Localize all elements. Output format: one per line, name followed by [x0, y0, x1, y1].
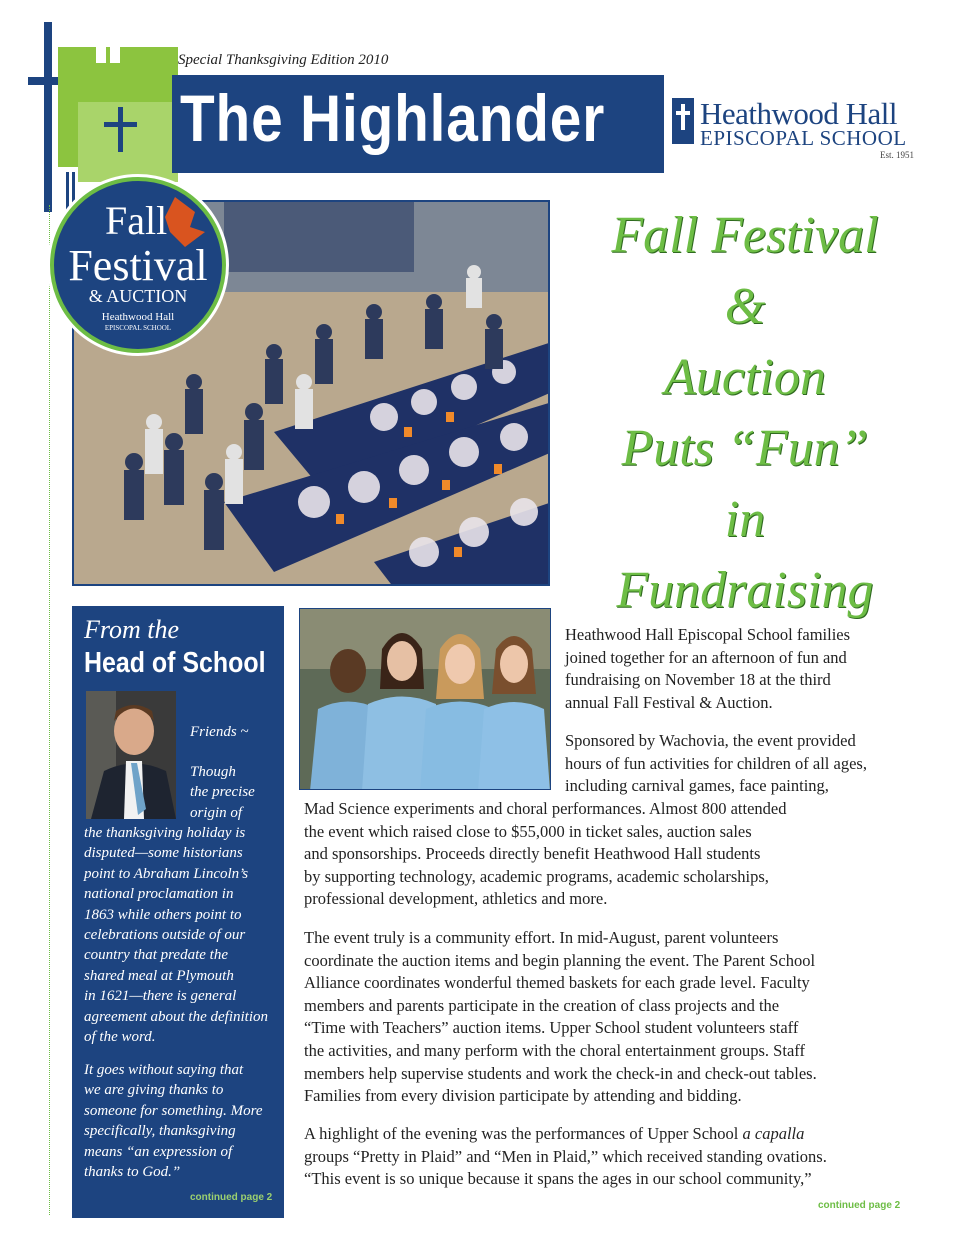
- school-name: Heathwood Hall: [700, 96, 898, 131]
- text-line: Alliance coordinates wonderful themed baskets for each grade level. Faculty: [304, 973, 810, 993]
- established-label: Est. 1951: [880, 150, 915, 160]
- sidebar-greeting: Friends ~: [190, 724, 249, 740]
- text-line: Though: [190, 764, 236, 780]
- headline-line: in: [724, 491, 766, 548]
- school-subtitle: EPISCOPAL SCHOOL: [700, 126, 907, 150]
- text-line: Families from every division participate by attending and bidding.: [304, 1086, 742, 1106]
- text-line: It goes without saying that: [84, 1062, 244, 1078]
- headline-line: Auction: [664, 349, 826, 406]
- text-line: joined together for an afternoon of fun and: [565, 647, 847, 667]
- article-continued-link[interactable]: continued page 2: [818, 1200, 901, 1211]
- text-span: A highlight of the evening was the performances of Upper School: [304, 1124, 743, 1143]
- text-line: celebrations outside of our: [84, 927, 246, 944]
- headline-line: Fundraising: [616, 562, 874, 619]
- sidebar-narrow-text: [190, 762, 255, 823]
- edition-label: Special Thanksgiving Edition 2010: [178, 52, 389, 68]
- sidebar-kicker: From the: [84, 615, 180, 644]
- text-line: shared meal at Plymouth: [84, 967, 234, 984]
- text-line: The event truly is a community effort. In mid-August, parent volunteers: [304, 928, 779, 947]
- text-line: country that predate the: [84, 947, 228, 964]
- sidebar-paragraph-1: [84, 823, 268, 1047]
- text-line: agreement about the definition: [84, 1008, 268, 1025]
- text-line: in 1621—there is general: [84, 988, 237, 1005]
- text-line: fundraising on November 18 at the third: [565, 670, 831, 690]
- text-line: 1863 while others point to: [84, 906, 242, 923]
- text-line: thanks to God.”: [84, 1164, 181, 1181]
- text-italic-span: a capalla: [742, 1124, 805, 1143]
- school-crest-icon: [672, 98, 696, 148]
- headline-line: Puts “Fun”: [621, 420, 869, 477]
- text-line: national proclamation in: [84, 886, 234, 903]
- headline-line: Fall Festival: [611, 207, 879, 264]
- badge-auction: & AUCTION: [88, 286, 188, 306]
- text-line: we are giving thanks to: [84, 1082, 224, 1099]
- text-line: including carnival games, face painting,: [565, 776, 829, 796]
- text-line: “Time with Teachers” auction items. Upper School student volunteers staff: [304, 1018, 799, 1038]
- text-line: members and parents participate in the creation of class projects and the: [304, 995, 780, 1015]
- text-line: Heathwood Hall Episcopal School families: [565, 625, 851, 644]
- text-line: point to Abraham Lincoln’s: [84, 865, 249, 882]
- newsletter-title: The Highlander: [180, 81, 606, 155]
- fall-festival-badge: [45, 172, 231, 358]
- sidebar-continued-link[interactable]: continued page 2: [190, 1192, 273, 1203]
- sidebar-heading: Head of School: [84, 647, 266, 679]
- text-line: means “an expression of: [84, 1143, 233, 1160]
- text-line: [304, 1123, 827, 1146]
- text-line: professional development, athletics and more.: [304, 889, 608, 909]
- article-paragraph-2: [304, 798, 786, 911]
- student-volunteers-photo: [299, 608, 551, 790]
- article-paragraph-4: [304, 1123, 827, 1191]
- text-line: Mad Science experiments and choral performances. Almost 800 attended: [304, 799, 787, 818]
- article-paragraph-3: [304, 927, 817, 1108]
- text-line: members help supervise students and work the check-in and check-out tables.: [304, 1063, 817, 1083]
- text-line: by supporting technology, academic programs, academic scholarships,: [304, 866, 769, 886]
- text-line: origin of: [190, 804, 243, 821]
- text-line: the thanksgiving holiday is: [84, 825, 246, 841]
- text-line: groups “Pretty in Plaid” and “Men in Plaid,” which received standing ovations.: [304, 1146, 827, 1166]
- text-line: disputed—some historians: [84, 845, 243, 862]
- text-line: the event which raised close to $55,000 in ticket sales, auction sales: [304, 821, 752, 841]
- headline: [560, 200, 930, 626]
- text-line: coordinate the auction items and begin planning the event. The Parent School: [304, 950, 816, 970]
- badge-school-subtitle: EPISCOPAL SCHOOL: [104, 324, 172, 332]
- text-line: annual Fall Festival & Auction.: [565, 692, 773, 712]
- badge-school-name: Heathwood Hall: [101, 311, 175, 323]
- badge-festival: Festival: [68, 241, 208, 290]
- text-line: someone for something. More: [84, 1102, 263, 1119]
- article-paragraph-1: [565, 624, 850, 714]
- sidebar-paragraph-2: [84, 1060, 263, 1182]
- text-line: hours of fun activities for children of all ages,: [565, 753, 867, 773]
- text-line: “This event is so unique because it spans the ages in our school community,”: [304, 1169, 812, 1189]
- badge-fall: Fall: [105, 198, 168, 243]
- text-line: of the word.: [84, 1029, 156, 1046]
- text-line: Sponsored by Wachovia, the event provided: [565, 731, 856, 750]
- article-paragraph-2-top: [565, 730, 867, 798]
- headline-line: &: [724, 278, 766, 335]
- head-of-school-photo: [86, 691, 176, 819]
- text-line: specifically, thanksgiving: [84, 1123, 236, 1140]
- text-line: and sponsorships. Proceeds directly benefit Heathwood Hall students: [304, 844, 761, 864]
- text-line: the precise: [190, 784, 255, 801]
- text-line: the activities, and many perform with the choral entertainment groups. Staff: [304, 1040, 805, 1060]
